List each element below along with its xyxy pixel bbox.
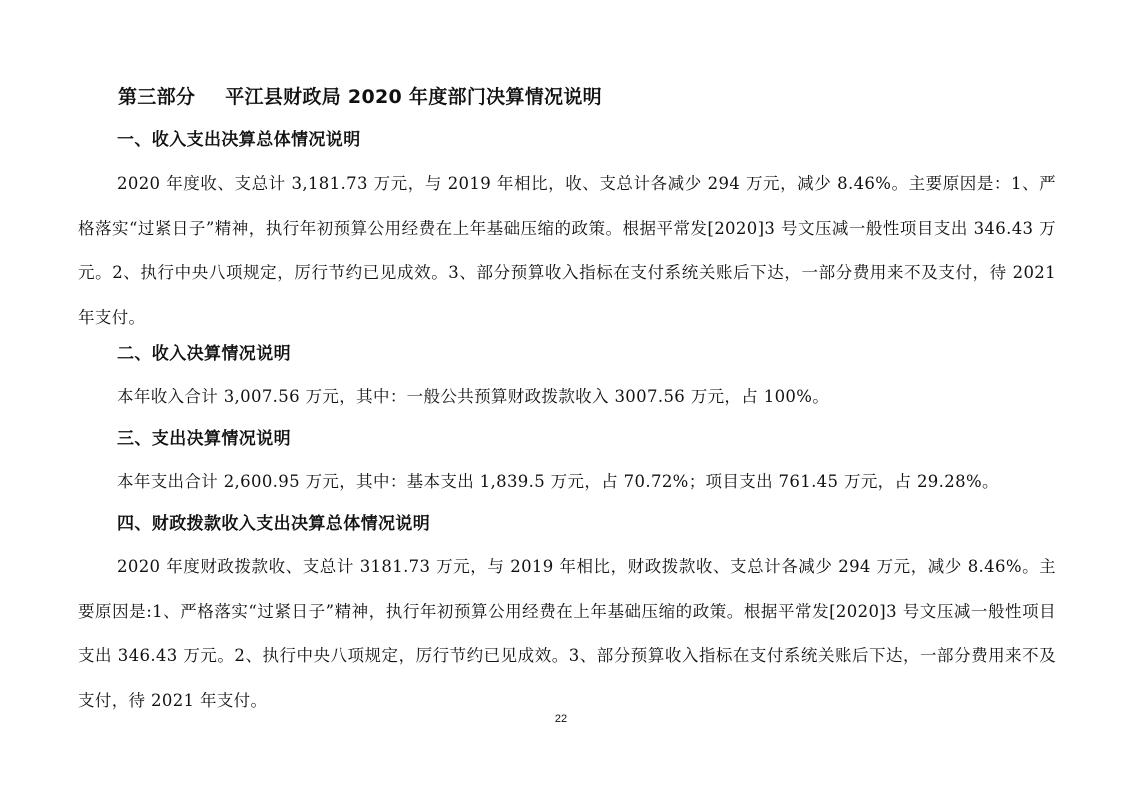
section-body-overall: 2020 年度收、支总计 3,181.73 万元，与 2019 年相比，收、支总计各减少 294 万元，减少 8.46%。主要原因是：1、严格落实“过紧日子”精神，执行年初预算公用经费在上年基础压缩的政策。根据平常发[2020]3 号文压减一般性项目支出 346.43 万元。2、执行中央八项规定，厉行节约已见成效。3、部分预算收入指标在支付系统关账后下达，一部分费用来不及支付，待 2021 年支付。 — [78, 174, 1056, 327]
section-heading-fiscal-allocation: 四、财政拨款收入支出决算总体情况说明 — [117, 514, 431, 534]
section-heading-overall: 一、收入支出决算总体情况说明 — [117, 130, 361, 150]
document-title — [118, 84, 602, 110]
section-body-fiscal-allocation: 2020 年度财政拨款收、支总计 3181.73 万元，与 2019 年相比，财政拨款收、支总计各减少 294 万元，减少 8.46%。主要原因是:1、严格落实“过紧日子”精神，执行年初预算公用经费在上年基础压缩的政策。根据平常发[2020]3 号文压减一般性项目支出 346.43 万元。2、执行中央八项规定，厉行节约已见成效。3、部分预算收入指标在支付系统关账后下达，一部分费用来不及支付，待 2021 年支付。 — [78, 557, 1056, 710]
section-body-expenditure: 本年支出合计 2,600.95 万元，其中：基本支出 1,839.5 万元，占 70.72%；项目支出 761.45 万元，占 29.28%。 — [117, 472, 999, 491]
section-heading-expenditure: 三、支出决算情况说明 — [117, 429, 291, 449]
page-number: 22 — [554, 713, 568, 725]
section-body-income: 本年收入合计 3,007.56 万元，其中：一般公共预算财政拨款收入 3007.56 万元，占 100%。 — [117, 387, 830, 406]
section-heading-income: 二、收入决算情况说明 — [117, 344, 291, 364]
title-part-label: 第三部分 — [118, 86, 196, 108]
title-text: 平江县财政局 2020 年度部门决算情况说明 — [225, 86, 602, 108]
